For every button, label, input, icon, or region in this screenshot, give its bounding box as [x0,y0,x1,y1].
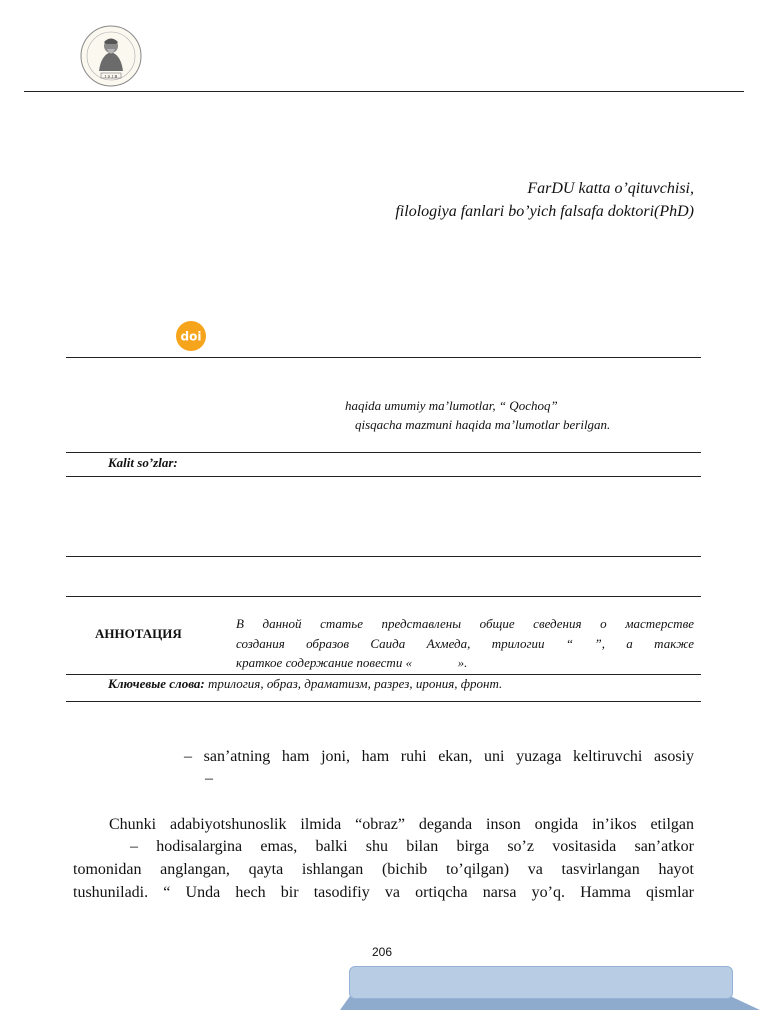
logo-abbr: I S J B [104,73,118,79]
annotation-ru-title: АННОТАЦИЯ [95,626,182,641]
annotation-ru-line: создания образов Саида Ахмеда, трилогии “ ”, а также [236,636,694,651]
divider [66,701,701,702]
body-text-line: tushuniladi. “ Unda hech bir tasodifiy va ortiqcha narsa yo’q. Hamma qismlar [73,884,694,901]
annotation-uz-line: haqida umumiy ma’lumotlar, “ Qochoq” [345,398,558,413]
divider [66,357,701,358]
divider [66,556,701,557]
annotation-uz-line: qisqacha mazmuni haqida ma’lumotlar berilgan. [355,417,611,432]
header-rule [24,91,744,92]
doi-icon[interactable] [175,320,207,352]
body-text-line: Chunki adabiyotshunoslik ilmida “obraz” deganda inson ongida in’ikos etilgan [109,816,694,833]
divider [66,476,701,477]
annotation-ru-line: краткое содержание повести « ». [236,655,468,670]
page-number: 206 [372,945,393,959]
keywords-ru-values: трилогия, образ, драматизм, разрез, ирония, фронт. [208,676,503,691]
journal-logo [80,25,142,87]
body-text-line: – san’atning ham joni, ham ruhi ekan, uni yuzaga keltiruvchi asosiy [184,748,694,765]
doi-label: doi [180,329,202,344]
divider [66,596,701,597]
divider [66,674,701,675]
body-text-line: tomonidan anglangan, qayta ishlangan (bichib to’qilgan) va tasvirlangan hayot [73,861,694,878]
footer-bar [349,966,733,999]
keywords-ru-label: Ключевые слова: [108,676,205,691]
author-position: FarDU katta o’qituvchisi, [527,180,694,197]
annotation-ru-line: В данной статье представлены общие сведения о мастерстве [236,616,694,631]
keywords-ru [108,676,502,692]
divider [66,452,701,453]
author-degree: filologiya fanlari bo’yich falsafa doktori(PhD) [395,203,694,220]
body-text-line: – hodisalargina emas, balki shu bilan birga so’z vositasida san’atkor [130,838,694,855]
body-text-line: – [205,770,213,787]
keywords-uz-label: Kalit so’zlar: [108,455,178,470]
